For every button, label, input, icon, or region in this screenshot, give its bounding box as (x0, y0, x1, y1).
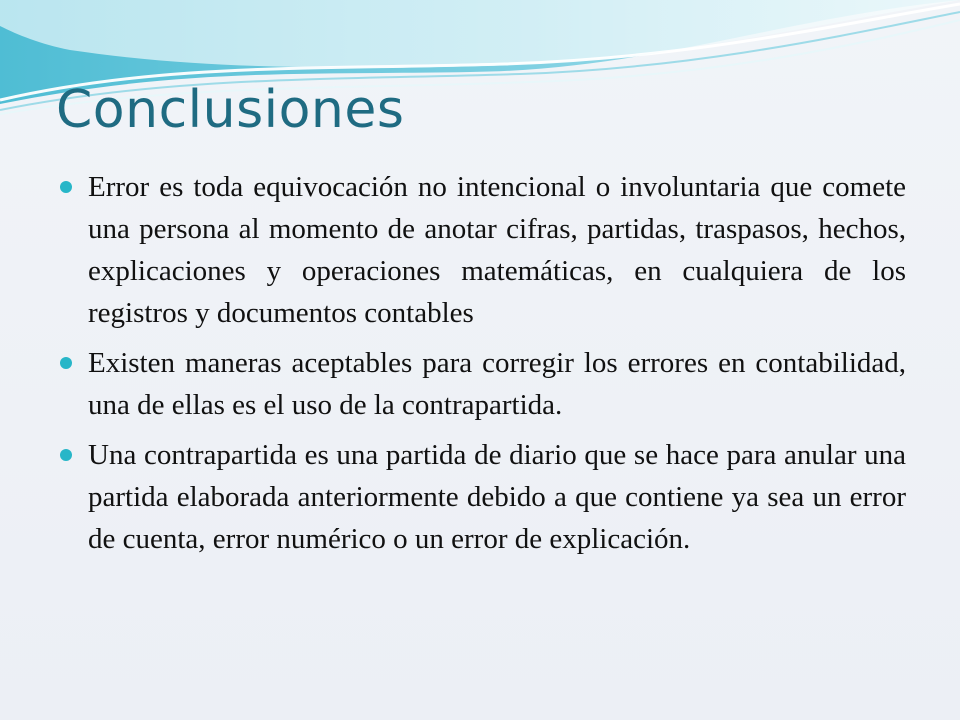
bullet-dot-icon (60, 181, 72, 193)
bullet-item-2 (58, 342, 906, 426)
bullet-dot-icon (60, 357, 72, 369)
bullet-item-3 (58, 434, 906, 560)
bullet-item-1 (58, 166, 906, 334)
bullet-dot-icon (60, 449, 72, 461)
bullet-list (58, 166, 906, 568)
bullet-text: Una contrapartida es una partida de diario que se hace para anular una partida elaborada anteriormente debido a que contiene ya sea un error de cuenta, error numérico o un error de explicación. (88, 439, 906, 555)
slide-title: Conclusiones (56, 80, 405, 140)
bullet-text: Error es toda equivocación no intencional o involuntaria que comete una persona al momento de anotar cifras, partidas, traspasos, hechos, explicaciones y operaciones matemáticas, en cualquiera de los registros y documentos contables (88, 171, 906, 329)
bullet-text: Existen maneras aceptables para corregir los errores en contabilidad, una de ellas es el uso de la contrapartida. (88, 347, 906, 421)
